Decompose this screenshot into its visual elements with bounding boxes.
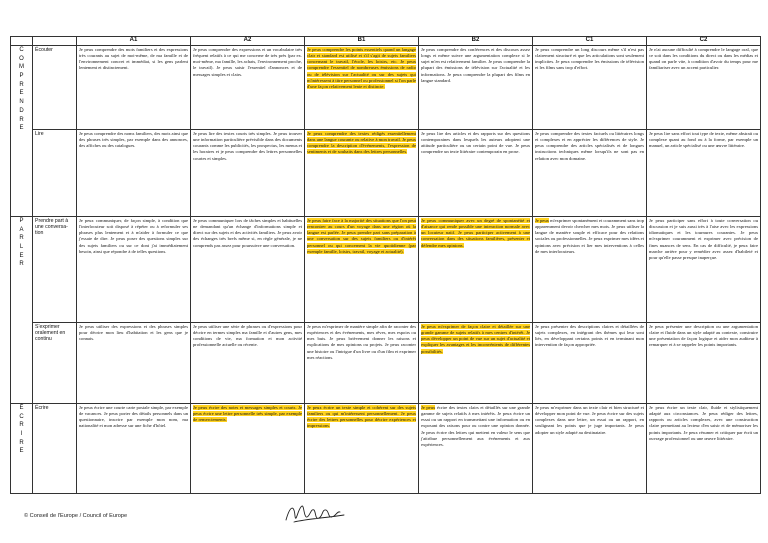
cell-prendre-part-a2: Je peux communiquer lors de tâches simples et habituelles ne demandant qu'un échange d'informations simple et direct sur des sujets et des activités familiers. Je peux avoir des échanges très brefs même si, en règle générale, je ne comprends pas assez pour poursuivre une conversation.	[191, 217, 305, 323]
cell-prendre-part-c2: Je peux participer sans effort à toute conversation ou discussion et je suis aussi très à l'aise avec les expressions idiomatiques et les tournures courantes. Je peux m'exprimer couramment et exprimer avec précision de fines nuances de sens. En cas de difficulté, je peux faire marche arrière pour y remédier avec assez d'habileté et pour qu'elle passe presque inaperçue.	[647, 217, 761, 323]
highlight-mark: Je peux	[535, 218, 549, 223]
signature-icon	[282, 496, 352, 530]
group-letter: M	[19, 64, 24, 71]
group-letter: D	[19, 107, 24, 114]
copyright-notice: © Conseil de l'Europe / Council of Europe	[24, 513, 128, 519]
cell-ecrire-a2	[191, 404, 305, 494]
cell-sexprimer-a1: Je peux utiliser des expressions et des phrases simples pour décrire mon lieu d'habitation et les gens que je connais.	[77, 323, 191, 404]
cell-ecouter-c1: Je peux comprendre un long discours même s'il n'est pas clairement structuré et que les articulations sont seulement implicites. Je peux comprendre les émissions de télévision et les films sans trop d'effort.	[533, 46, 647, 130]
group-letter: E	[19, 125, 24, 132]
cell-ecrire-a1: Je peux écrire une courte carte postale simple, par exemple de vacances. Je peux porter des détails personnels dans un questionnaire, inscrire par exemple mon nom, ma nationalité et mon adresse sur une fiche d'hôtel.	[77, 404, 191, 494]
group-letter: A	[19, 226, 24, 233]
cell-ecrire-b1	[305, 404, 419, 494]
cell-ecouter-b1	[305, 46, 419, 130]
skill-prendre-part: Prendre part à une conversa-tion	[33, 217, 77, 323]
highlight-mark: Je peux comprendre des textes rédigés essentiellement dans une langue courante ou relative à mon travail. Je peux comprendre la description d'événements, l'expression de sentiments et de souhaits dans des lettres personnelles.	[307, 131, 416, 155]
cell-lire-a2: Je peux lire des textes courts très simples. Je peux trouver une information particulière prévisible dans des documents courants comme les publicités, les prospectus, les menus et les horaires et je peux comprendre des lettres personnelles courtes et simples.	[191, 130, 305, 217]
column-header-a2: A2	[191, 37, 305, 46]
group-ecrire	[11, 404, 33, 494]
group-letter: E	[19, 90, 24, 97]
cefr-self-assessment-grid	[10, 36, 761, 494]
cell-ecrire-b2: Je peux écrire des textes clairs et détaillés sur une grande gamme de sujets relatifs à mes intérêts. Je peux écrire un essai ou un rapport en transmettant une information ou en exposant des raisons pour ou contre une opinion donnée. Je peux écrire des lettres qui mettent en valeur le sens que j'attribue personnellement aux événements et aux expériences.	[419, 404, 533, 494]
cell-sexprimer-c1: Je peux présenter des descriptions claires et détaillées de sujets complexes, en intégrant des thèmes qui leur sont liés, en développant certains points et en terminant mon intervention de façon appropriée.	[533, 323, 647, 404]
cell-lire-b1	[305, 130, 419, 217]
corner-cell	[11, 37, 33, 46]
highlight-mark: Je peux écrire un texte simple et cohérent sur des sujets familiers ou qui m'intéressent personnellement. Je peux écrire des lettres personnelles pour décrire expériences et impressions.	[307, 405, 416, 429]
cell-lire-b2: Je peux lire des articles et des rapports sur des questions contemporaines dans lesquels les auteurs adoptent une attitude particulière ou un certain point de vue. Je peux comprendre un texte littéraire contemporain en prose.	[419, 130, 533, 217]
group-letter: E	[19, 252, 24, 259]
highlight-mark: Je peux m'exprimer de façon claire et détaillée sur une grande gamme de sujets relatifs à mes centres d'intérêt. Je peux développer un point de vue sur un sujet d'actualité et expliquer les avantages et les inconvénients de différentes possibilités.	[421, 324, 530, 354]
cell-prendre-part-a1: Je peux communiquer, de façon simple, à condition que l'interlocuteur soit disposé à répéter ou à reformuler ses phrases plus lentement et à m'aider à formuler ce que j'essaie de dire. Je peux poser des questions simples sur des sujets familiers ou sur ce dont j'ai immédiatement besoin, ainsi que répondre à de telles questions.	[77, 217, 191, 323]
skill-sexprimer: S'exprimer oralement en continu	[33, 323, 77, 404]
group-letter: R	[19, 81, 24, 88]
group-parler-letters	[11, 217, 32, 269]
skill-ecrire: Écrire	[33, 404, 77, 494]
group-letter: R	[19, 235, 24, 242]
row-prendre-part	[11, 217, 761, 323]
row-ecrire	[11, 404, 761, 494]
cell-ecouter-c2: Je n'ai aucune difficulté à comprendre le langage oral, que ce soit dans les conditions du direct ou dans les médias et quand on parle vite, à condition d'avoir du temps pour me familiariser avec un accent particulier.	[647, 46, 761, 130]
group-letter: C	[19, 413, 24, 420]
highlight-mark: Je peux comprendre les points essentiels quand un langage clair et standard est utilisé et s'il s'agit de sujets familiers concernant le travail, l'école, les loisirs, etc. Je peux comprendre l'essentiel de nombreuses émissions de radio ou de télévision sur l'actualité ou sur des sujets qui m'intéressent à titre personnel ou professionnel si l'on parle d'une façon relativement lente et distincte.	[307, 47, 416, 89]
row-lire	[11, 130, 761, 217]
cell-sexprimer-b1: Je peux m'exprimer de manière simple afin de raconter des expériences et des événements, mes rêves, mes espoirs ou mes buts. Je peux brièvement donner les raisons et explications de mes opinions ou projets. Je peux raconter une histoire ou l'intrigue d'un livre ou d'un film et exprimer mes réactions.	[305, 323, 419, 404]
skill-ecouter: Écouter	[33, 46, 77, 130]
skill-lire: Lire	[33, 130, 77, 217]
column-header-c2: C2	[647, 37, 761, 46]
group-letter: R	[19, 439, 24, 446]
group-comprendre-letters	[11, 46, 32, 133]
cell-ecouter-a1: Je peux comprendre des mots familiers et des expressions très courants au sujet de moi-même, de ma famille et de l'environnement concret et immédiat, si les gens parlent lentement et distinctement.	[77, 46, 191, 130]
group-letter: C	[19, 47, 24, 53]
cell-sexprimer-b2	[419, 323, 533, 404]
group-parler	[11, 217, 33, 404]
group-letter: I	[20, 431, 23, 438]
cell-prendre-part-b1	[305, 217, 419, 323]
group-letter: E	[19, 448, 24, 455]
cell-sexprimer-a2: Je peux utiliser une série de phrases ou d'expressions pour décrire en termes simples ma famille et d'autres gens, mes conditions de vie, ma formation et mon activité professionnelle actuelle ou récente.	[191, 323, 305, 404]
cell-ecrire-c1: Je peux m'exprimer dans un texte clair et bien structuré et développer mon point de vue. Je peux écrire sur des sujets complexes dans une lettre, un essai ou un rapport, en soulignant les points que je juge importants. Je peux adopter un style adapté au destinataire.	[533, 404, 647, 494]
highlight-mark: Je peux communiquer avec un degré de spontanéité et d'aisance qui rende possible une interaction normale avec un locuteur natif. Je peux participer activement à une conversation dans des situations familières, présenter et défendre mes opinions.	[421, 218, 530, 248]
corner-cell-skill	[33, 37, 77, 46]
group-letter: P	[19, 218, 24, 224]
cell-lire-c1: Je peux comprendre des textes factuels ou littéraires longs et complexes et en apprécier les différences de style. Je peux comprendre des articles spécialisés et de longues instructions techniques même lorsqu'ils ne sont pas en relation avec mon domaine.	[533, 130, 647, 217]
group-ecrire-letters	[11, 404, 32, 456]
highlight-mark: Je peux faire face à la majorité des situations que l'on peut rencontrer au cours d'un voyage dans une région où la langue est parlée. Je peux prendre part sans préparation à une conversation sur des sujets familiers ou d'intérêt personnel ou qui concernent la vie quotidienne (par exemple famille, loisirs, travail, voyage et actualité).	[307, 218, 416, 254]
group-letter: P	[19, 73, 24, 80]
group-comprendre	[11, 46, 33, 217]
group-letter: É	[19, 405, 24, 411]
cell-ecouter-b2: Je peux comprendre des conférences et des discours assez longs et même suivre une argumentation complexe si le sujet m'en est relativement familier. Je peux comprendre la plupart des émissions de télévision sur l'actualité et les informations. Je peux comprendre la plupart des films en langue standard.	[419, 46, 533, 130]
column-header-b1: B1	[305, 37, 419, 46]
group-letter: O	[19, 55, 24, 62]
group-letter: L	[19, 244, 24, 251]
cefr-grid-page	[10, 36, 760, 494]
highlight-mark: Je peux	[421, 405, 436, 410]
row-ecouter	[11, 46, 761, 130]
group-letter: R	[19, 261, 24, 268]
group-letter: R	[19, 422, 24, 429]
cell-lire-c2: Je peux lire sans effort tout type de texte, même abstrait ou complexe quant au fond ou à la forme, par exemple un manuel, un article spécialisé ou une œuvre littéraire.	[647, 130, 761, 217]
cell-sexprimer-c2: Je peux présenter une description ou une argumentation claire et fluide dans un style adapté au contexte, construire une présentation de façon logique et aider mon auditeur à remarquer et à se rappeler les points importants.	[647, 323, 761, 404]
column-header-a1: A1	[77, 37, 191, 46]
cell-prendre-part-c1: Je peux m'exprimer spontanément et couramment sans trop apparemment devoir chercher mes mots. Je peux utiliser la langue de manière souple et efficace pour des relations sociales ou professionnelles. Je peux exprimer mes idées et opinions avec précision et lier mes interventions à celles de mes interlocuteurs.	[533, 217, 647, 323]
column-header-c1: C1	[533, 37, 647, 46]
cell-lire-a1: Je peux comprendre des noms familiers, des mots ainsi que des phrases très simples, par exemple dans des annonces, des affiches ou des catalogues.	[77, 130, 191, 217]
row-sexprimer	[11, 323, 761, 404]
header-row	[11, 37, 761, 46]
cell-ecouter-a2: Je peux comprendre des expressions et un vocabulaire très fréquent relatifs à ce qui me concerne de très près (par ex. moi-même, ma famille, les achats, l'environnement proche, le travail). Je peux saisir l'essentiel d'annonces et de messages simples et clairs.	[191, 46, 305, 130]
column-header-b2: B2	[419, 37, 533, 46]
cell-ecrire-c2: Je peux écrire un texte clair, fluide et stylistiquement adapté aux circonstances. Je peux rédiger des lettres, rapports ou articles complexes, avec une construction claire permettant au lecteur d'en saisir et de mémoriser les points importants. Je peux résumer et critiquer par écrit un ouvrage professionnel ou une œuvre littéraire.	[647, 404, 761, 494]
group-letter: N	[19, 99, 24, 106]
highlight-mark: Je peux écrire des notes et messages simples et courts. Je peux écrire une lettre personnelle très simple, par exemple de remerciements.	[193, 405, 302, 423]
group-letter: R	[19, 116, 24, 123]
cell-prendre-part-b2	[419, 217, 533, 323]
